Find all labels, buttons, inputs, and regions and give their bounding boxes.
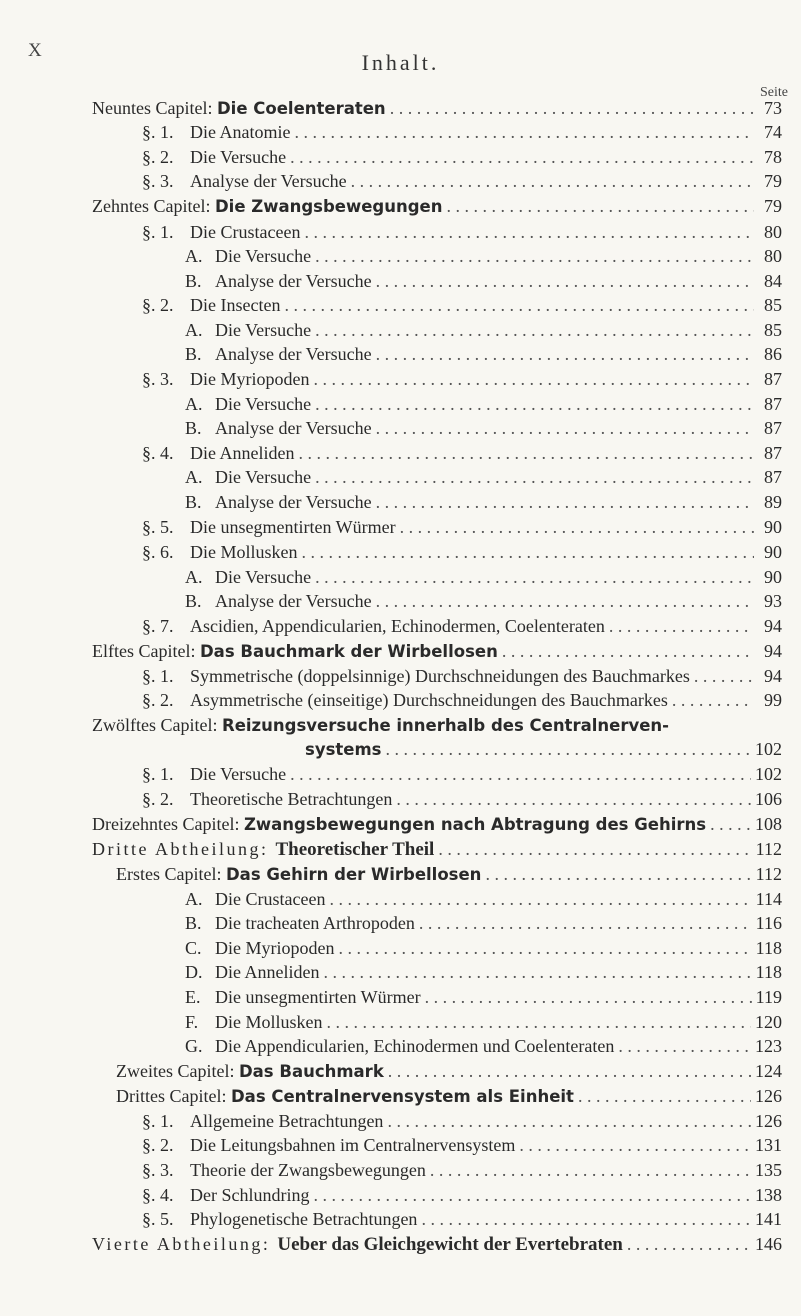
- toc-chapter: [116, 1084, 782, 1108]
- page-reference: 116: [755, 913, 782, 933]
- page-reference: 93: [764, 591, 782, 611]
- entry-title: Die Myriopoden: [190, 369, 310, 389]
- toc-section: [142, 169, 782, 193]
- entry-heading: Die Coelenteraten: [216, 99, 386, 118]
- subsection-letter: B.: [185, 492, 202, 512]
- page-reference: 89: [764, 492, 782, 512]
- toc-section: [142, 120, 782, 144]
- section-number: §. 1.: [142, 122, 174, 142]
- page-reference: 114: [755, 889, 782, 909]
- page-reference: 123: [755, 1036, 782, 1056]
- entry-label: [142, 664, 690, 688]
- entry-title: Elftes Capitel:: [92, 641, 200, 661]
- leader-dots: [290, 145, 754, 169]
- toc-subsection: [185, 589, 782, 613]
- subsection-letter: B.: [185, 591, 202, 611]
- toc-section: [142, 515, 782, 539]
- leader-dots: [376, 416, 754, 440]
- toc-section: [142, 664, 782, 688]
- entry-title: Zweites Capitel:: [116, 1061, 239, 1081]
- page-reference: 112: [755, 839, 782, 859]
- toc-section: [142, 540, 782, 564]
- leader-dots: [421, 1207, 751, 1231]
- subsection-letter: A.: [185, 394, 203, 414]
- page-reference: 108: [755, 814, 782, 834]
- section-number: §. 1.: [142, 1111, 174, 1131]
- leader-dots: [304, 220, 754, 244]
- entry-title: Der Schlundring: [190, 1185, 310, 1205]
- section-number: §. 2.: [142, 147, 174, 167]
- entry-title: Phylogenetische Betrachtungen: [190, 1209, 418, 1229]
- page-reference: 102: [755, 764, 782, 784]
- entry-label: [142, 293, 280, 317]
- entry-title: Die tracheaten Arthropoden: [215, 913, 415, 933]
- toc-chapter: [92, 713, 669, 737]
- entry-heading: Das Bauchmark: [238, 1062, 384, 1081]
- section-number: §. 2.: [142, 1135, 174, 1155]
- section-number: §. 1.: [142, 222, 174, 242]
- subsection-letter: A.: [185, 567, 203, 587]
- leader-dots: [338, 936, 751, 960]
- page-reference: 106: [755, 789, 782, 809]
- leader-dots: [438, 837, 751, 861]
- entry-heading: Reizungsversuche innerhalb des Centralnerven-: [221, 716, 669, 735]
- toc-subsection: [185, 565, 782, 589]
- entry-title: Zwölftes Capitel:: [92, 715, 222, 735]
- leader-dots: [315, 465, 754, 489]
- leader-dots: [694, 664, 754, 688]
- entry-title: Die Versuche: [215, 467, 312, 487]
- entry-label: [142, 367, 309, 391]
- toc-chapter: [116, 862, 782, 886]
- leader-dots: [376, 589, 754, 613]
- leader-dots: [302, 540, 755, 564]
- toc-section: [142, 1158, 782, 1182]
- toc-subsection: [185, 1010, 782, 1034]
- toc-chapter: [92, 837, 782, 861]
- entry-label: [185, 490, 372, 514]
- entry-title: Symmetrische (doppelsinnige) Durchschneidungen des Bauchmarkes: [190, 666, 690, 686]
- leader-dots: [315, 565, 754, 589]
- entry-title: Die Anatomie: [190, 122, 291, 142]
- entry-title: Theoretische Betrachtungen: [190, 789, 393, 809]
- entry-title: Vierte Abtheilung:: [92, 1234, 278, 1254]
- section-number: §. 2.: [142, 690, 174, 710]
- entry-title: Die Leitungsbahnen im Centralnervensystem: [190, 1135, 516, 1155]
- page-reference: 90: [764, 517, 782, 537]
- leader-dots: [329, 887, 751, 911]
- page-column-label: Seite: [760, 85, 788, 100]
- page-reference: 112: [755, 864, 782, 884]
- leader-dots: [710, 812, 751, 836]
- entry-label: [92, 194, 442, 219]
- entry-label: [142, 515, 396, 539]
- page-reference: 90: [764, 542, 782, 562]
- leader-dots: [387, 1109, 751, 1133]
- leader-dots: [315, 244, 754, 268]
- running-title: Inhalt.: [361, 50, 440, 75]
- toc-section: [142, 762, 782, 786]
- page-reference: 73: [764, 98, 782, 118]
- leader-dots: [386, 737, 752, 761]
- entry-title: Ascidien, Appendicularien, Echinodermen, Coelenteraten: [190, 616, 605, 636]
- entry-label: [185, 985, 421, 1009]
- page-reference: 87: [764, 443, 782, 463]
- page-reference: 119: [755, 987, 782, 1007]
- leader-dots: [376, 342, 754, 366]
- entry-title: Die Anneliden: [215, 962, 320, 982]
- entry-label: [142, 120, 290, 144]
- subsection-letter: F.: [185, 1012, 199, 1032]
- toc-section: [142, 1207, 782, 1231]
- toc-subsection: [185, 985, 782, 1009]
- section-number: §. 2.: [142, 789, 174, 809]
- entry-label: [142, 614, 605, 638]
- subsection-letter: C.: [185, 938, 202, 958]
- subsection-letter: G.: [185, 1036, 203, 1056]
- page-reference: 118: [755, 938, 782, 958]
- entry-label: [142, 688, 668, 712]
- page-reference: 126: [755, 1086, 782, 1106]
- entry-title: Die Insecten: [190, 295, 281, 315]
- entry-label: [142, 762, 286, 786]
- entry-title: Die Crustaceen: [190, 222, 301, 242]
- entry-title: Analyse der Versuche: [215, 271, 372, 291]
- toc-section: [142, 1183, 782, 1207]
- subsection-letter: A.: [185, 467, 203, 487]
- entry-label: [142, 1158, 426, 1182]
- entry-heading: Das Gehirn der Wirbellosen: [225, 865, 482, 884]
- page-reference: 141: [755, 1209, 782, 1229]
- entry-heading: systems: [305, 740, 382, 759]
- entry-title: Drittes Capitel:: [116, 1086, 231, 1106]
- entry-heading: Das Centralnervensystem als Einheit: [230, 1087, 574, 1106]
- toc-subsection: [185, 936, 782, 960]
- entry-label: [116, 862, 481, 887]
- entry-title: Theorie der Zwangsbewegungen: [190, 1160, 426, 1180]
- page-reference: 102: [755, 739, 782, 759]
- page-reference: 99: [764, 690, 782, 710]
- leader-dots: [609, 614, 754, 638]
- entry-title: Analyse der Versuche: [215, 418, 372, 438]
- entry-label: [92, 837, 434, 862]
- entry-title: Die Versuche: [215, 394, 312, 414]
- entry-title: Erstes Capitel:: [116, 864, 226, 884]
- entry-heading: Theoretischer Theil: [275, 839, 435, 860]
- entry-title: Analyse der Versuche: [215, 591, 372, 611]
- page-reference: 85: [764, 295, 782, 315]
- toc-subsection: [185, 960, 782, 984]
- page-reference: 94: [764, 666, 782, 686]
- entry-label: [142, 169, 347, 193]
- entry-label: [142, 1109, 383, 1133]
- page-reference: 84: [764, 271, 782, 291]
- leader-dots: [519, 1133, 751, 1157]
- page-reference: 135: [755, 1160, 782, 1180]
- entry-label: [185, 342, 372, 366]
- entry-title: Asymmetrische (einseitige) Durchschneidungen des Bauchmarkes: [190, 690, 668, 710]
- entry-title: Neuntes Capitel:: [92, 98, 217, 118]
- entry-label: [116, 1084, 574, 1109]
- entry-title: Die Anneliden: [190, 443, 295, 463]
- entry-label: [142, 787, 392, 811]
- page-reference: 86: [764, 344, 782, 364]
- section-number: §. 4.: [142, 1185, 174, 1205]
- page-reference: 146: [755, 1234, 782, 1254]
- leader-dots: [400, 515, 754, 539]
- page-reference: 94: [764, 616, 782, 636]
- leader-dots: [618, 1034, 751, 1058]
- toc-subsection: [185, 490, 782, 514]
- section-number: §. 3.: [142, 171, 174, 191]
- leader-dots: [578, 1084, 751, 1108]
- subsection-letter: A.: [185, 246, 203, 266]
- toc-chapter: [305, 737, 782, 761]
- toc-section: [142, 614, 782, 638]
- toc-section: [142, 688, 782, 712]
- entry-label: [185, 1010, 323, 1034]
- leader-dots: [313, 367, 754, 391]
- toc-chapter: [92, 639, 782, 663]
- page-reference: 90: [764, 567, 782, 587]
- entry-label: [92, 812, 706, 837]
- page-reference: 79: [764, 171, 782, 191]
- subsection-letter: B.: [185, 913, 202, 933]
- section-number: §. 6.: [142, 542, 174, 562]
- leader-dots: [672, 688, 754, 712]
- page-reference: 94: [764, 641, 782, 661]
- entry-heading: Das Bauchmark der Wirbellosen: [199, 642, 498, 661]
- entry-label: [185, 565, 311, 589]
- entry-label: [142, 220, 300, 244]
- toc-subsection: [185, 342, 782, 366]
- toc-chapter: [92, 1232, 782, 1256]
- entry-title: Die unsegmentirten Würmer: [215, 987, 421, 1007]
- entry-title: Analyse der Versuche: [215, 344, 372, 364]
- leader-dots: [390, 96, 754, 120]
- toc-section: [142, 220, 782, 244]
- toc-section: [142, 787, 782, 811]
- leader-dots: [315, 318, 754, 342]
- entry-label: [185, 318, 311, 342]
- entry-title: Dritte Abtheilung:: [92, 839, 276, 859]
- page-reference: 79: [764, 196, 782, 216]
- page-reference: 80: [764, 222, 782, 242]
- page-reference: 78: [764, 147, 782, 167]
- toc-section: [142, 1133, 782, 1157]
- subsection-letter: B.: [185, 271, 202, 291]
- toc-section: [142, 1109, 782, 1133]
- entry-label: [185, 589, 372, 613]
- subsection-letter: B.: [185, 344, 202, 364]
- entry-label: [142, 145, 286, 169]
- page-number: X: [28, 40, 43, 61]
- toc-subsection: [185, 269, 782, 293]
- entry-title: Die Versuche: [215, 320, 312, 340]
- page-reference: 87: [764, 467, 782, 487]
- leader-dots: [323, 960, 751, 984]
- leader-dots: [376, 490, 754, 514]
- leader-dots: [502, 639, 754, 663]
- page-reference: 87: [764, 394, 782, 414]
- entry-label: [185, 392, 311, 416]
- section-number: §. 5.: [142, 1209, 174, 1229]
- leader-dots: [327, 1010, 752, 1034]
- toc-section: [142, 367, 782, 391]
- entry-title: Die Mollusken: [215, 1012, 323, 1032]
- section-number: §. 3.: [142, 1160, 174, 1180]
- entry-title: Allgemeine Betrachtungen: [190, 1111, 384, 1131]
- entry-label: [185, 1034, 614, 1058]
- subsection-letter: A.: [185, 889, 203, 909]
- leader-dots: [284, 293, 754, 317]
- entry-title: Die Appendicularien, Echinodermen und Coelenteraten: [215, 1036, 615, 1056]
- page-reference: 74: [764, 122, 782, 142]
- toc-chapter: [92, 812, 782, 836]
- section-number: §. 7.: [142, 616, 174, 636]
- entry-heading: Ueber das Gleichgewicht der Evertebraten: [277, 1234, 623, 1255]
- page-reference: 120: [755, 1012, 782, 1032]
- leader-dots: [430, 1158, 751, 1182]
- toc-section: [142, 293, 782, 317]
- leader-dots: [388, 1059, 751, 1083]
- entry-title: Die Versuche: [190, 147, 287, 167]
- section-number: §. 5.: [142, 517, 174, 537]
- entry-heading: Die Zwangsbewegungen: [214, 197, 443, 216]
- page-reference: 118: [755, 962, 782, 982]
- toc-subsection: [185, 887, 782, 911]
- entry-title: Die Versuche: [215, 246, 312, 266]
- toc-subsection: [185, 244, 782, 268]
- entry-label: [92, 96, 386, 121]
- leader-dots: [298, 441, 754, 465]
- toc-subsection: [185, 465, 782, 489]
- entry-label: [142, 1133, 515, 1157]
- entry-label: [142, 540, 298, 564]
- leader-dots: [425, 985, 752, 1009]
- leader-dots: [627, 1232, 751, 1256]
- toc-section: [142, 145, 782, 169]
- leader-dots: [446, 194, 754, 218]
- leader-dots: [315, 392, 754, 416]
- page-reference: 87: [764, 418, 782, 438]
- leader-dots: [290, 762, 751, 786]
- subsection-letter: D.: [185, 962, 203, 982]
- entry-title: Die Crustaceen: [215, 889, 326, 909]
- section-number: §. 3.: [142, 369, 174, 389]
- toc-chapter: [92, 194, 782, 218]
- subsection-letter: A.: [185, 320, 203, 340]
- leader-dots: [313, 1183, 751, 1207]
- page-reference: 124: [755, 1061, 782, 1081]
- page-reference: 126: [755, 1111, 782, 1131]
- page-reference: 85: [764, 320, 782, 340]
- entry-title: Dreizehntes Capitel:: [92, 814, 244, 834]
- entry-label: [185, 269, 372, 293]
- page-reference: 87: [764, 369, 782, 389]
- leader-dots: [485, 862, 751, 886]
- toc-subsection: [185, 392, 782, 416]
- entry-label: [185, 960, 319, 984]
- entry-label: [305, 737, 382, 762]
- entry-label: [92, 1232, 623, 1257]
- leader-dots: [351, 169, 754, 193]
- toc-chapter: [116, 1059, 782, 1083]
- subsection-letter: B.: [185, 418, 202, 438]
- section-number: §. 1.: [142, 666, 174, 686]
- toc-subsection: [185, 1034, 782, 1058]
- section-number: §. 2.: [142, 295, 174, 315]
- entry-label: [142, 441, 294, 465]
- toc-subsection: [185, 318, 782, 342]
- leader-dots: [376, 269, 754, 293]
- entry-label: [116, 1059, 384, 1084]
- entry-label: [185, 936, 334, 960]
- page-reference: 80: [764, 246, 782, 266]
- toc-subsection: [185, 416, 782, 440]
- entry-title: Analyse der Versuche: [190, 171, 347, 191]
- entry-label: [92, 713, 669, 738]
- entry-label: [185, 911, 415, 935]
- toc-subsection: [185, 911, 782, 935]
- entry-title: Die Myriopoden: [215, 938, 335, 958]
- page-reference: 138: [755, 1185, 782, 1205]
- entry-title: Die unsegmentirten Würmer: [190, 517, 396, 537]
- entry-label: [92, 639, 498, 664]
- section-number: §. 4.: [142, 443, 174, 463]
- section-number: §. 1.: [142, 764, 174, 784]
- subsection-letter: E.: [185, 987, 201, 1007]
- entry-heading: Zwangsbewegungen nach Abtragung des Gehirns: [243, 815, 707, 834]
- entry-title: Die Versuche: [190, 764, 287, 784]
- entry-title: Die Mollusken: [190, 542, 298, 562]
- entry-label: [142, 1183, 309, 1207]
- leader-dots: [396, 787, 751, 811]
- entry-title: Zehntes Capitel:: [92, 196, 215, 216]
- entry-title: Analyse der Versuche: [215, 492, 372, 512]
- entry-label: [185, 465, 311, 489]
- page-reference: 131: [755, 1135, 782, 1155]
- toc-section: [142, 441, 782, 465]
- entry-title: Die Versuche: [215, 567, 312, 587]
- leader-dots: [419, 911, 752, 935]
- entry-label: [185, 244, 311, 268]
- toc-chapter: [92, 96, 782, 120]
- entry-label: [185, 887, 325, 911]
- entry-label: [142, 1207, 417, 1231]
- leader-dots: [294, 120, 754, 144]
- entry-label: [185, 416, 372, 440]
